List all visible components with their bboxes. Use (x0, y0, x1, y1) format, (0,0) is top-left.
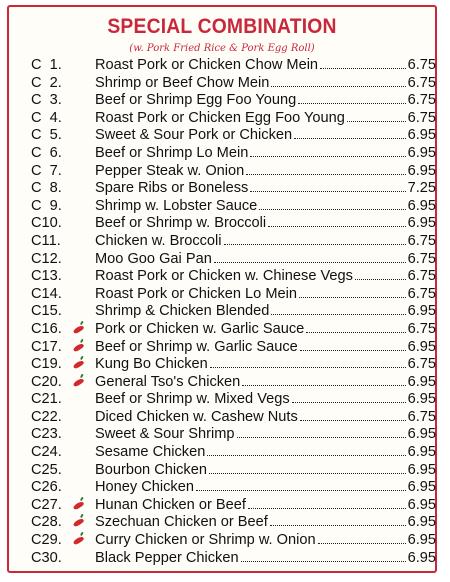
item-price: 6.75 (407, 408, 436, 425)
dot-leader (246, 173, 405, 175)
dot-leader (298, 102, 405, 104)
item-price: 6.95 (407, 444, 436, 461)
item-line (95, 409, 436, 427)
menu-item (31, 110, 436, 128)
item-price: 6.95 (407, 391, 436, 408)
item-code: C15. (31, 303, 62, 320)
item-price: 6.95 (407, 496, 436, 513)
menu-item-list (31, 57, 436, 567)
item-price: 6.95 (407, 532, 436, 549)
menu-item (31, 268, 436, 286)
menu-item (31, 57, 436, 75)
menu-item (31, 321, 436, 339)
menu-item (31, 444, 436, 462)
item-line (95, 180, 436, 198)
dot-leader (300, 419, 406, 421)
menu-item (31, 251, 436, 269)
item-price: 6.75 (407, 356, 436, 373)
dot-leader (320, 67, 406, 69)
item-price: 6.75 (407, 320, 436, 337)
item-line (95, 426, 436, 444)
item-price: 6.75 (407, 250, 436, 267)
item-line (95, 532, 436, 550)
menu-item (31, 356, 436, 374)
item-name: Sweet & Sour Shrimp (95, 426, 235, 443)
item-price: 6.95 (407, 215, 436, 232)
menu-item (31, 374, 436, 392)
item-price: 6.95 (407, 303, 436, 320)
item-name: Honey Chicken (95, 479, 194, 496)
item-line (95, 268, 436, 286)
item-line (95, 356, 436, 374)
menu-item (31, 426, 436, 444)
menu-item (31, 391, 436, 409)
item-line (95, 251, 436, 269)
dot-leader (270, 524, 406, 526)
dot-leader (355, 278, 406, 280)
item-price: 6.75 (407, 57, 436, 73)
item-name: Beef or Shrimp Egg Foo Young (95, 92, 297, 109)
item-line (95, 497, 436, 515)
hot-pepper-icon (73, 535, 85, 545)
item-name: Black Pepper Chicken (95, 549, 239, 566)
item-price: 6.95 (407, 461, 436, 478)
item-code: C20. (31, 373, 62, 390)
item-line (95, 215, 436, 233)
item-line (95, 514, 436, 532)
item-code: C 6. (31, 144, 62, 161)
item-line (95, 374, 436, 392)
item-line (95, 462, 436, 480)
item-name: Kung Bo Chicken (95, 356, 208, 373)
item-code: C25. (31, 461, 62, 478)
item-code: C 9. (31, 197, 62, 214)
item-code: C16. (31, 320, 62, 337)
item-line (95, 391, 436, 409)
dot-leader (271, 313, 405, 315)
item-line (95, 75, 436, 93)
item-code: C29. (31, 532, 62, 549)
item-name: Bourbon Chicken (95, 461, 207, 478)
item-line (95, 198, 436, 216)
item-line (95, 57, 436, 75)
item-line (95, 110, 436, 128)
item-name: Roast Pork or Chicken Chow Mein (95, 57, 319, 73)
dot-leader (268, 225, 405, 227)
item-price: 6.75 (407, 232, 436, 249)
item-code: C13. (31, 268, 62, 285)
item-price: 6.95 (407, 162, 436, 179)
item-price: 6.95 (407, 338, 436, 355)
menu-subtitle: (w. Pork Fried Rice & Pork Egg Roll) (129, 43, 315, 54)
menu-title: SPECIAL COMBINATION (107, 15, 337, 38)
menu-item (31, 198, 436, 216)
item-price: 6.75 (407, 268, 436, 285)
dot-leader (300, 349, 406, 351)
item-code: C 3. (31, 92, 62, 109)
item-name: Shrimp w. Lobster Sauce (95, 197, 258, 214)
dot-leader (299, 296, 406, 298)
item-price: 6.75 (407, 74, 436, 91)
item-code: C19. (31, 356, 62, 373)
item-name: Curry Chicken or Shrimp w. Onion (95, 532, 316, 549)
item-name: Beef or Shrimp w. Mixed Vegs (95, 391, 290, 408)
hot-pepper-icon (73, 342, 85, 352)
item-price: 7.25 (407, 180, 436, 197)
menu-item (31, 127, 436, 145)
item-code: C30. (31, 549, 62, 566)
item-code: C 1. (31, 57, 62, 73)
dot-leader (250, 190, 405, 192)
menu-item (31, 233, 436, 251)
item-code: C 8. (31, 180, 62, 197)
menu-frame (7, 5, 437, 573)
item-name: Hunan Chicken or Beef (95, 496, 246, 513)
menu-item (31, 497, 436, 515)
item-code: C10. (31, 215, 62, 232)
item-code: C14. (31, 285, 62, 302)
menu-item (31, 550, 436, 568)
item-code: C27. (31, 496, 62, 513)
dot-leader (207, 454, 405, 456)
item-price: 6.95 (407, 373, 436, 390)
item-line (95, 127, 436, 145)
item-code: C21. (31, 391, 62, 408)
item-code: C 2. (31, 74, 62, 91)
item-name: Pork or Chicken w. Garlic Sauce (95, 320, 305, 337)
item-line (95, 286, 436, 304)
menu-item (31, 409, 436, 427)
item-name: Sweet & Sour Pork or Chicken (95, 127, 293, 144)
item-price: 6.75 (407, 285, 436, 302)
menu-item (31, 532, 436, 550)
item-line (95, 550, 436, 568)
hot-pepper-icon (73, 324, 85, 334)
menu-item (31, 339, 436, 357)
menu-item (31, 303, 436, 321)
dot-leader (318, 542, 406, 544)
item-name: Roast Pork or Chicken Egg Foo Young (95, 109, 345, 126)
item-price: 6.95 (407, 514, 436, 531)
item-line (95, 303, 436, 321)
item-name: Spare Ribs or Boneless (95, 180, 249, 197)
item-name: General Tso's Chicken (95, 373, 241, 390)
dot-leader (306, 331, 405, 333)
item-name: Beef or Shrimp Lo Mein (95, 144, 249, 161)
hot-pepper-icon (73, 518, 85, 528)
item-line (95, 479, 436, 497)
menu-item (31, 286, 436, 304)
dot-leader (292, 401, 406, 403)
item-code: C24. (31, 444, 62, 461)
dot-leader (237, 436, 406, 438)
item-name: Roast Pork or Chicken Lo Mein (95, 285, 297, 302)
item-code: C28. (31, 514, 62, 531)
item-name: Shrimp or Beef Chow Mein (95, 74, 270, 91)
hot-pepper-icon (73, 377, 85, 387)
item-code: C22. (31, 408, 62, 425)
dot-leader (209, 472, 406, 474)
item-code: C17. (31, 338, 62, 355)
hot-pepper-icon (73, 359, 85, 369)
item-name: Chicken w. Broccoli (95, 232, 222, 249)
item-code: C23. (31, 426, 62, 443)
menu-item (31, 145, 436, 163)
dot-leader (242, 384, 405, 386)
dot-leader (214, 261, 406, 263)
menu-item (31, 215, 436, 233)
dot-leader (347, 120, 406, 122)
item-price: 6.75 (407, 109, 436, 126)
menu-item (31, 514, 436, 532)
dot-leader (259, 208, 405, 210)
item-code: C11. (31, 232, 61, 249)
menu-item (31, 180, 436, 198)
hot-pepper-icon (73, 500, 85, 510)
item-price: 6.75 (407, 92, 436, 109)
dot-leader (248, 507, 406, 509)
item-name: Szechuan Chicken or Beef (95, 514, 268, 531)
item-price: 6.95 (407, 426, 436, 443)
dot-leader (241, 560, 406, 562)
item-name: Sesame Chicken (95, 444, 206, 461)
item-line (95, 233, 436, 251)
dot-leader (294, 137, 405, 139)
dot-leader (271, 85, 405, 87)
item-name: Beef or Shrimp w. Garlic Sauce (95, 338, 298, 355)
item-name: Diced Chicken w. Cashew Nuts (95, 408, 298, 425)
dot-leader (224, 243, 406, 245)
menu-item (31, 163, 436, 181)
item-price: 6.95 (407, 127, 436, 144)
item-line (95, 145, 436, 163)
item-name: Shrimp & Chicken Blended (95, 303, 270, 320)
item-price: 6.95 (407, 144, 436, 161)
item-code: C 7. (31, 162, 62, 179)
dot-leader (196, 489, 406, 491)
item-code: C 5. (31, 127, 62, 144)
menu-item (31, 75, 436, 93)
item-price: 6.95 (407, 549, 436, 566)
item-name: Moo Goo Gai Pan (95, 250, 212, 267)
item-line (95, 444, 436, 462)
item-line (95, 339, 436, 357)
item-code: C12. (31, 250, 62, 267)
item-line (95, 163, 436, 181)
item-price: 6.95 (407, 197, 436, 214)
dot-leader (250, 155, 405, 157)
item-code: C26. (31, 479, 62, 496)
menu-item (31, 462, 436, 480)
item-name: Roast Pork or Chicken w. Chinese Vegs (95, 268, 353, 285)
menu-item (31, 479, 436, 497)
item-line (95, 321, 436, 339)
item-name: Beef or Shrimp w. Broccoli (95, 215, 267, 232)
item-code: C 4. (31, 109, 62, 126)
dot-leader (210, 366, 406, 368)
item-line (95, 92, 436, 110)
item-price: 6.95 (407, 479, 436, 496)
menu-item (31, 92, 436, 110)
item-name: Pepper Steak w. Onion (95, 162, 245, 179)
